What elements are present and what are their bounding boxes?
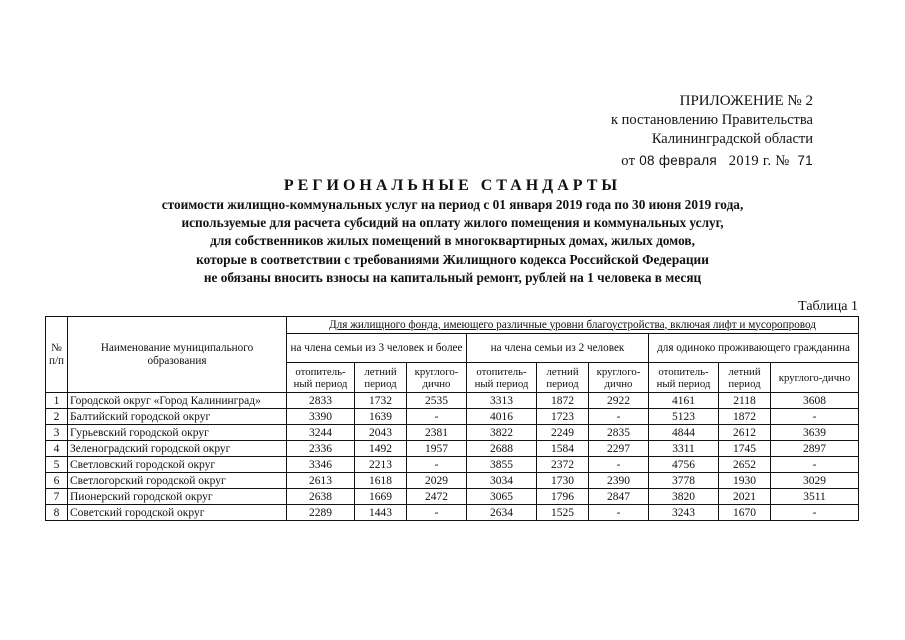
subcol-summer: летний период — [355, 363, 407, 393]
municipality-name: Пионерский городской округ — [68, 489, 287, 505]
cell-value: 3511 — [771, 489, 859, 505]
row-number: 2 — [46, 409, 68, 425]
subcol-heating: отопитель-ный период — [649, 363, 719, 393]
cell-value: 1872 — [537, 393, 589, 409]
cell-value: - — [589, 457, 649, 473]
heading-line-1: стоимости жилищно-коммунальных услуг на период с 01 января 2019 года по 30 июня 2019 года, — [161, 197, 744, 212]
table-row — [46, 393, 859, 409]
cell-value: - — [407, 505, 467, 521]
cell-value: 1639 — [355, 409, 407, 425]
cell-value: 1492 — [355, 441, 407, 457]
cell-value: 1525 — [537, 505, 589, 521]
subcol-yearround: круглого-дично — [771, 363, 859, 393]
cell-value: - — [407, 457, 467, 473]
order-no-label: № — [775, 153, 790, 169]
cell-value: 3313 — [467, 393, 537, 409]
cell-value: 1732 — [355, 393, 407, 409]
subgroup-single: для одиноко проживающего гражданина — [649, 334, 859, 363]
header-name: Наименование муниципального образования — [68, 317, 287, 393]
cell-value: 2922 — [589, 393, 649, 409]
table-row — [46, 489, 859, 505]
municipality-name: Советский городской округ — [68, 505, 287, 521]
row-number: 7 — [46, 489, 68, 505]
cell-value: 3065 — [467, 489, 537, 505]
cell-value: 1443 — [355, 505, 407, 521]
subcol-summer: летний период — [537, 363, 589, 393]
annex-line-2: Калининградской области — [651, 131, 813, 147]
cell-value: 3608 — [771, 393, 859, 409]
subcol-yearround: круглого-дично — [407, 363, 467, 393]
cell-value: 2472 — [407, 489, 467, 505]
table-row — [46, 457, 859, 473]
row-number: 1 — [46, 393, 68, 409]
cell-value: 1930 — [719, 473, 771, 489]
municipality-name: Светловский городской округ — [68, 457, 287, 473]
municipality-name: Балтийский городской округ — [68, 409, 287, 425]
order-date: 08 февраля — [639, 153, 717, 168]
cell-value: 4844 — [649, 425, 719, 441]
subcol-summer: летний период — [719, 363, 771, 393]
heading-line-2: используемые для расчета субсидий на оплату жилого помещения и коммунальных услуг, — [181, 215, 724, 231]
cell-value: 2043 — [355, 425, 407, 441]
cell-value: 2390 — [589, 473, 649, 489]
document-heading — [0, 176, 905, 287]
cell-value: 2688 — [467, 441, 537, 457]
cell-value: 3855 — [467, 457, 537, 473]
cell-value: 2289 — [287, 505, 355, 521]
row-number: 4 — [46, 441, 68, 457]
cell-value: 2847 — [589, 489, 649, 505]
subcol-heating: отопитель-ный период — [287, 363, 355, 393]
table-row — [46, 441, 859, 457]
cell-value: 2833 — [287, 393, 355, 409]
subgroup-3-persons: на члена семьи из 3 человек и более — [287, 334, 467, 363]
order-year: 2019 г. — [728, 153, 772, 169]
heading-line-3: для собственников жилых помещений в многоквартирных домах, жилых домов, — [210, 233, 695, 249]
cell-value: 3822 — [467, 425, 537, 441]
cell-value: 3390 — [287, 409, 355, 425]
cell-value: - — [771, 505, 859, 521]
cell-value: - — [771, 457, 859, 473]
cell-value: 1796 — [537, 489, 589, 505]
cell-value: 2118 — [719, 393, 771, 409]
cell-value: 1872 — [719, 409, 771, 425]
row-number: 5 — [46, 457, 68, 473]
municipality-name: Зеленоградский городской округ — [68, 441, 287, 457]
order-number: 71 — [797, 153, 813, 168]
header-group: Для жилищного фонда, имеющего различные уровни благоустройства, включая лифт и мусоропровод — [287, 317, 859, 334]
heading-title: РЕГИОНАЛЬНЫЕ СТАНДАРТЫ — [283, 177, 622, 194]
cell-value: 4016 — [467, 409, 537, 425]
row-number: 3 — [46, 425, 68, 441]
subgroup-2-persons: на члена семьи из 2 человек — [467, 334, 649, 363]
cell-value: 2372 — [537, 457, 589, 473]
municipality-name: Гурьевский городской округ — [68, 425, 287, 441]
heading-line-4: которые в соответствии с требованиями Жилищного кодекса Российской Федерации — [196, 251, 709, 267]
cell-value: 4756 — [649, 457, 719, 473]
cell-value: 1669 — [355, 489, 407, 505]
cell-value: - — [589, 409, 649, 425]
table-row — [46, 409, 859, 425]
cell-value: 3034 — [467, 473, 537, 489]
cell-value: 2652 — [719, 457, 771, 473]
cell-value: 3778 — [649, 473, 719, 489]
cell-value: 1730 — [537, 473, 589, 489]
header-num: № п/п — [46, 317, 68, 393]
table-caption: Таблица 1 — [798, 299, 858, 314]
cell-value: - — [771, 409, 859, 425]
order-prefix: от — [621, 153, 636, 169]
cell-value: 1618 — [355, 473, 407, 489]
cell-value: 5123 — [649, 409, 719, 425]
cell-value: 2381 — [407, 425, 467, 441]
cell-value: 2213 — [355, 457, 407, 473]
annex-line-1: к постановлению Правительства — [611, 112, 813, 128]
cell-value: 3820 — [649, 489, 719, 505]
cell-value: 4161 — [649, 393, 719, 409]
cell-value: 2336 — [287, 441, 355, 457]
subcol-yearround: круглого-дично — [589, 363, 649, 393]
cell-value: - — [589, 505, 649, 521]
cell-value: 3244 — [287, 425, 355, 441]
cell-value: 3639 — [771, 425, 859, 441]
heading-line-5: не обязаны вносить взносы на капитальный ремонт, рублей на 1 человека в месяц — [203, 269, 702, 285]
municipality-name: Городской округ «Город Калининград» — [68, 393, 287, 409]
annex-order-line — [611, 151, 813, 171]
cell-value: 3311 — [649, 441, 719, 457]
cell-value: 2634 — [467, 505, 537, 521]
annex-block — [611, 92, 813, 171]
cell-value: 2535 — [407, 393, 467, 409]
municipality-name: Светлогорский городской округ — [68, 473, 287, 489]
table-row — [46, 505, 859, 521]
annex-title: ПРИЛОЖЕНИЕ № 2 — [679, 93, 813, 109]
cell-value: 2835 — [589, 425, 649, 441]
cell-value: 1723 — [537, 409, 589, 425]
cell-value: 1670 — [719, 505, 771, 521]
cell-value: - — [407, 409, 467, 425]
cell-value: 1584 — [537, 441, 589, 457]
cell-value: 1745 — [719, 441, 771, 457]
subcol-heating: отопитель-ный период — [467, 363, 537, 393]
cell-value: 2249 — [537, 425, 589, 441]
cell-value: 2638 — [287, 489, 355, 505]
row-number: 8 — [46, 505, 68, 521]
cell-value: 2021 — [719, 489, 771, 505]
table-row — [46, 473, 859, 489]
cell-value: 2613 — [287, 473, 355, 489]
cell-value: 2612 — [719, 425, 771, 441]
standards-table — [45, 316, 859, 521]
cell-value: 3243 — [649, 505, 719, 521]
row-number: 6 — [46, 473, 68, 489]
cell-value: 2297 — [589, 441, 649, 457]
table-row — [46, 425, 859, 441]
cell-value: 3029 — [771, 473, 859, 489]
cell-value: 2029 — [407, 473, 467, 489]
cell-value: 3346 — [287, 457, 355, 473]
cell-value: 1957 — [407, 441, 467, 457]
cell-value: 2897 — [771, 441, 859, 457]
